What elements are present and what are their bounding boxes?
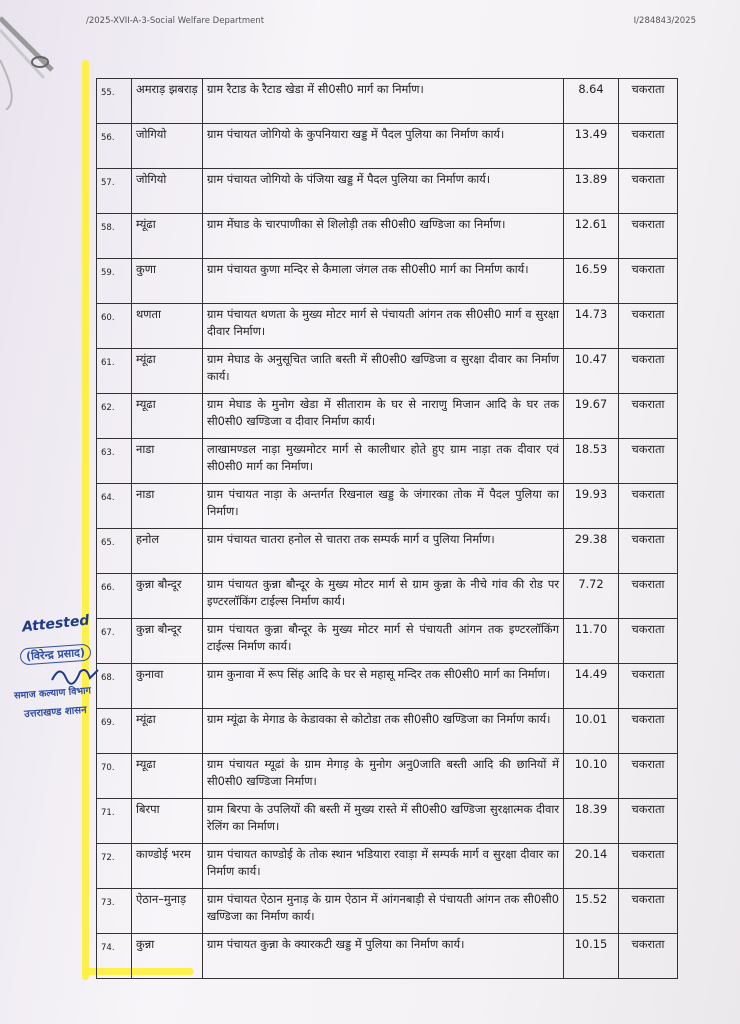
amount-cell: 14.49 — [564, 664, 619, 709]
block-cell: चकराता — [619, 484, 678, 529]
amount-cell: 10.47 — [564, 349, 619, 394]
serial-number-cell: 74. — [97, 934, 132, 979]
table-row — [97, 259, 678, 304]
work-description-cell: ग्राम कुनावा में रूप सिंह आदि के घर से महासू मन्दिर तक सी0सी0 मार्ग का निर्माण। — [203, 664, 564, 709]
work-description-cell: ग्राम म्यूंढा के मेगाड के केडावका से कोटोडा तक सी0सी0 खण्डिजा का निर्माण कार्य। — [203, 709, 564, 754]
block-cell: चकराता — [619, 664, 678, 709]
block-cell: चकराता — [619, 79, 678, 124]
village-cell: हनोल — [132, 529, 203, 574]
block-cell: चकराता — [619, 214, 678, 259]
block-cell: चकराता — [619, 799, 678, 844]
serial-number-cell: 65. — [97, 529, 132, 574]
village-cell: नाडा — [132, 439, 203, 484]
works-table — [96, 78, 678, 979]
table-row — [97, 889, 678, 934]
work-description-cell: ग्राम पंचायत थणता के मुख्य मोटर मार्ग से पंचायती आंगन तक सी0सी0 मार्ग व सुरक्षा दीवार निर्माण। — [203, 304, 564, 349]
serial-number-cell: 67. — [97, 619, 132, 664]
village-cell: जोगियो — [132, 124, 203, 169]
village-cell: काण्डोई भरम — [132, 844, 203, 889]
attested-signature: Attested — [21, 612, 91, 636]
block-cell: चकराता — [619, 844, 678, 889]
amount-cell: 11.70 — [564, 619, 619, 664]
serial-number-cell: 56. — [97, 124, 132, 169]
serial-number-cell: 66. — [97, 574, 132, 619]
table-row — [97, 799, 678, 844]
work-description-cell: ग्राम पंचायत कुणा मन्दिर से कैमाला जंगल तक सी0सी0 मार्ग का निर्माण कार्य। — [203, 259, 564, 304]
amount-cell: 12.61 — [564, 214, 619, 259]
amount-cell: 7.72 — [564, 574, 619, 619]
officer-name: (विरेन्द्र प्रसाद) — [19, 644, 91, 666]
table-row — [97, 574, 678, 619]
serial-number-cell: 55. — [97, 79, 132, 124]
table-row — [97, 169, 678, 214]
table-row — [97, 79, 678, 124]
amount-cell: 13.49 — [564, 124, 619, 169]
government-name: उत्तराखण्ड शासन — [23, 704, 87, 721]
amount-cell: 29.38 — [564, 529, 619, 574]
village-cell: म्यूंढा — [132, 214, 203, 259]
amount-cell: 18.39 — [564, 799, 619, 844]
serial-number-cell: 57. — [97, 169, 132, 214]
binder-clip — [0, 0, 70, 110]
serial-number-cell: 64. — [97, 484, 132, 529]
serial-number-cell: 63. — [97, 439, 132, 484]
block-cell: चकराता — [619, 304, 678, 349]
block-cell: चकराता — [619, 349, 678, 394]
village-cell: थणता — [132, 304, 203, 349]
serial-number-cell: 68. — [97, 664, 132, 709]
block-cell: चकराता — [619, 754, 678, 799]
village-cell: कुन्ना — [132, 934, 203, 979]
work-description-cell: ग्राम पंचायत कुन्ना के क्यारकटी खड्ड में पुलिया का निर्माण कार्य। — [203, 934, 564, 979]
table-row — [97, 394, 678, 439]
village-cell: म्यूढा — [132, 754, 203, 799]
village-cell: नाडा — [132, 484, 203, 529]
village-cell: म्यूंढा — [132, 349, 203, 394]
block-cell: चकराता — [619, 889, 678, 934]
table-row — [97, 304, 678, 349]
amount-cell: 15.52 — [564, 889, 619, 934]
village-cell: म्यूढा — [132, 394, 203, 439]
block-cell: चकराता — [619, 259, 678, 304]
amount-cell: 19.67 — [564, 394, 619, 439]
block-cell: चकराता — [619, 709, 678, 754]
amount-cell: 20.14 — [564, 844, 619, 889]
work-description-cell: ग्राम पंचायत जोगियो के कुपनियारा खड्ड में पैदल पुलिया का निर्माण कार्य। — [203, 124, 564, 169]
village-cell: म्यूंढा — [132, 709, 203, 754]
table-row — [97, 844, 678, 889]
block-cell: चकराता — [619, 394, 678, 439]
table-row — [97, 484, 678, 529]
work-description-cell: लाखामण्डल नाड़ा मुख्यमोटर मार्ग से कालीधार होते हुए ग्राम नाड़ा तक दीवार एवं सी0सी0 मार्ग का निर्माण। — [203, 439, 564, 484]
work-description-cell: ग्राम मेघाड के अनुसूचित जाति बस्ती में सी0सी0 खण्डिजा व सुरक्षा दीवार का निर्माण कार्य। — [203, 349, 564, 394]
serial-number-cell: 61. — [97, 349, 132, 394]
block-cell: चकराता — [619, 529, 678, 574]
amount-cell: 14.73 — [564, 304, 619, 349]
village-cell: कुन्ना बौन्दूर — [132, 619, 203, 664]
table-row — [97, 349, 678, 394]
table-row — [97, 934, 678, 979]
serial-number-cell: 59. — [97, 259, 132, 304]
village-cell: ऐठान–मुनाड़ — [132, 889, 203, 934]
village-cell: जोगियो — [132, 169, 203, 214]
table-row — [97, 709, 678, 754]
work-description-cell: ग्राम पंचायत कुन्ना बौन्दूर के मुख्य मोटर मार्ग से पंचायती आंगन तक इण्टरलॉकिंग टाईल्स निर्माण कार्य। — [203, 619, 564, 664]
village-cell: कुन्ना बौन्दूर — [132, 574, 203, 619]
block-cell: चकराता — [619, 124, 678, 169]
block-cell: चकराता — [619, 574, 678, 619]
work-description-cell: ग्राम पंचायत चातरा हनोल से चातरा तक सम्पर्क मार्ग व पुलिया निर्माण। — [203, 529, 564, 574]
amount-cell: 13.89 — [564, 169, 619, 214]
serial-number-cell: 70. — [97, 754, 132, 799]
serial-number-cell: 62. — [97, 394, 132, 439]
amount-cell: 8.64 — [564, 79, 619, 124]
works-table-body — [97, 79, 678, 979]
table-row — [97, 754, 678, 799]
work-description-cell: ग्राम पंचायत नाड़ा के अन्तर्गत रिखनाल खड्ड के जंगारका तोक में पैदल पुलिया का निर्माण। — [203, 484, 564, 529]
serial-number-cell: 60. — [97, 304, 132, 349]
serial-number-cell: 73. — [97, 889, 132, 934]
work-description-cell: ग्राम मेंघाड के चारपाणीका से शिलोड़ी तक सी0सी0 खण्डिजा का निर्माण। — [203, 214, 564, 259]
village-cell: बिरपा — [132, 799, 203, 844]
highlighter-mark — [82, 60, 89, 980]
work-description-cell: ग्राम बिरपा के उपलियों की बस्ती में मुख्य रास्ते में सी0सी0 खण्डिजा सुरक्षात्मक दीवार रेलिंग का निर्माण। — [203, 799, 564, 844]
block-cell: चकराता — [619, 934, 678, 979]
attestation-stamp — [12, 612, 124, 732]
amount-cell: 10.10 — [564, 754, 619, 799]
block-cell: चकराता — [619, 439, 678, 484]
amount-cell: 19.93 — [564, 484, 619, 529]
work-description-cell: ग्राम पंचायत म्यूढां के ग्राम मेगाड़ के मुनोग अनु0जाति बस्ती आदि की छानियों में सी0सी0 खण्डिजा निर्माण। — [203, 754, 564, 799]
file-reference: /2025-XVII-A-3-Social Welfare Department — [86, 16, 265, 26]
amount-cell: 10.15 — [564, 934, 619, 979]
work-description-cell: ग्राम पंचायत काण्डोई के तोक स्थान भडियारा रवाड़ा में सम्पर्क मार्ग व सुरक्षा दीवार का निर्माण कार्य। — [203, 844, 564, 889]
letter-number: I/284843/2025 — [633, 16, 696, 26]
department-name: समाज कल्याण विभाग — [13, 685, 92, 702]
table-row — [97, 664, 678, 709]
amount-cell: 16.59 — [564, 259, 619, 304]
amount-cell: 18.53 — [564, 439, 619, 484]
table-row — [97, 619, 678, 664]
work-description-cell: ग्राम पंचायत जोगियो के पंजिया खड्ड में पैदल पुलिया का निर्माण कार्य। — [203, 169, 564, 214]
village-cell: कुनावा — [132, 664, 203, 709]
work-description-cell: ग्राम पंचायत ऐठान मुनाड़ के ग्राम ऐठान में आंगनबाड़ी से पंचायती आंगन तक सी0सी0 खण्डिजा का निर्माण कार्य। — [203, 889, 564, 934]
serial-number-cell: 71. — [97, 799, 132, 844]
work-description-cell: ग्राम पंचायत कुन्ना बौन्दूर के मुख्य मोटर मार्ग से ग्राम कुन्ना के नीचे गांव की रोड पर इण्टरलॉकिंग टाईल्स निर्माण कार्य। — [203, 574, 564, 619]
village-cell: अमराड़ झबराड़ — [132, 79, 203, 124]
table-row — [97, 529, 678, 574]
table-row — [97, 214, 678, 259]
village-cell: कुणा — [132, 259, 203, 304]
serial-number-cell: 58. — [97, 214, 132, 259]
table-row — [97, 124, 678, 169]
work-description-cell: ग्राम मेघाड के मुनोग खेडा में सीताराम के घर से नाराणु मिजान आदि के घर तक सी0सी0 खण्डिजा व दीवार निर्माण कार्य। — [203, 394, 564, 439]
serial-number-cell: 69. — [97, 709, 132, 754]
amount-cell: 10.01 — [564, 709, 619, 754]
table-row — [97, 439, 678, 484]
serial-number-cell: 72. — [97, 844, 132, 889]
work-description-cell: ग्राम रैटाड के रैटाड खेडा में सी0सी0 मार्ग का निर्माण। — [203, 79, 564, 124]
block-cell: चकराता — [619, 619, 678, 664]
block-cell: चकराता — [619, 169, 678, 214]
